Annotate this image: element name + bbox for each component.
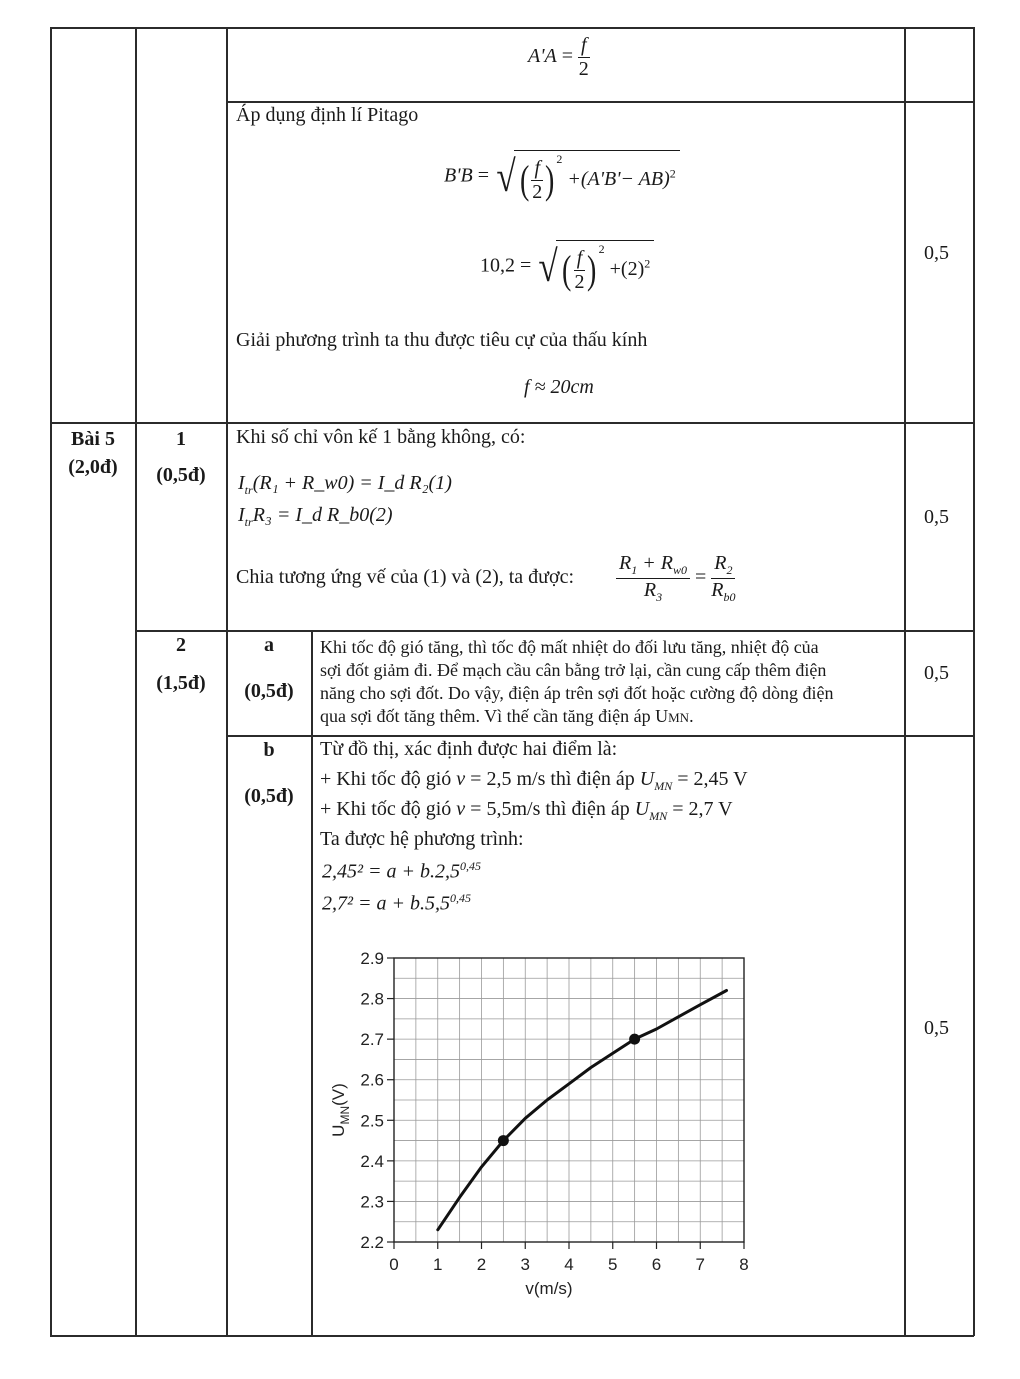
part2b-line-3: + Khi tốc độ gió v = 5,5m/s thì điện áp $U_{MN} = 2,7$ V bbox=[320, 798, 733, 823]
y-tick-label: 2.8 bbox=[360, 989, 384, 1009]
eq1-lhs: B'B bbox=[444, 164, 473, 187]
equals-sign: = bbox=[520, 254, 532, 277]
rule bbox=[973, 27, 975, 1336]
pitago-equation-2 bbox=[480, 240, 654, 294]
x-tick-label: 2 bbox=[476, 1255, 487, 1274]
part1-intro: Khi số chỉ vôn kế 1 bằng không, có: bbox=[236, 426, 526, 448]
equals-sign: = bbox=[561, 45, 573, 68]
part-points: (0,5đ) bbox=[156, 464, 206, 486]
part1-equation-1: $I_{tr}(R_1$ + R_w0) = I_d R₂(1) bbox=[238, 472, 452, 497]
y-tick-label: 2.9 bbox=[360, 949, 384, 968]
part1-equation-2: $I_{tr}R_3$ = I_d R_b0(2) bbox=[238, 504, 393, 529]
y-tick-label: 2.5 bbox=[360, 1111, 384, 1131]
eq2-lhs: 10,2 bbox=[480, 254, 515, 277]
x-tick-label: 6 bbox=[651, 1255, 662, 1274]
y-tick-label: 2.6 bbox=[360, 1070, 384, 1090]
data-point bbox=[629, 1034, 640, 1045]
equals-sign: = bbox=[477, 164, 489, 187]
part2b-line-2: + Khi tốc độ gió v = 2,5 m/s thì điện áp $U_{MN} = 2,45$ V bbox=[320, 768, 748, 793]
fraction-denominator: 2 bbox=[532, 180, 543, 203]
fraction bbox=[578, 34, 590, 81]
y-tick-label: 2.4 bbox=[360, 1151, 384, 1171]
sqrt-body: ( $\frac{f}{2}$ ) $^2$ +(A'B'− AB)$^2$ bbox=[514, 150, 680, 204]
y-axis-label: $U_{MN}(V)$ bbox=[329, 1083, 352, 1137]
pitago-equation-1 bbox=[444, 150, 680, 204]
part2a-line: sợi đốt giảm đi. Để mạch cầu cân bằng trở lại, cần cung cấp thêm điện bbox=[320, 660, 827, 680]
formula-lhs: A'A bbox=[528, 45, 557, 68]
eq-body: (R₁ + R_w0) = I_d R₂(1) bbox=[252, 472, 452, 494]
fraction bbox=[531, 157, 543, 204]
fraction: $\frac{R_1 + R_{w0}}{R_3}$ bbox=[616, 552, 690, 605]
part2a-line: Khi tốc độ gió tăng, thì tốc độ mất nhiệt do đối lưu tăng, nhiệt độ của bbox=[320, 637, 819, 657]
sqrt-sign-icon: √ bbox=[538, 241, 559, 291]
rule bbox=[50, 1335, 974, 1337]
y-tick-label: 2.2 bbox=[360, 1233, 384, 1252]
pitago-result: f ≈ 20cm bbox=[524, 376, 594, 398]
part-number: 1 bbox=[176, 428, 186, 450]
sub-part-label: a bbox=[264, 634, 274, 656]
y-tick-label: 2.3 bbox=[360, 1192, 384, 1212]
x-tick-label: 3 bbox=[520, 1255, 530, 1274]
part-points: (1,5đ) bbox=[156, 672, 206, 694]
x-tick-label: 5 bbox=[608, 1255, 618, 1274]
pitago-solve-text: Giải phương trình ta thu được tiêu cự của thấu kính bbox=[236, 329, 648, 351]
fraction-numerator: f bbox=[578, 34, 590, 58]
fraction-numerator: f bbox=[531, 157, 543, 181]
rule bbox=[226, 735, 974, 737]
part2b-line-4: Ta được hệ phương trình: bbox=[320, 828, 524, 850]
rule bbox=[50, 27, 974, 29]
rule bbox=[904, 27, 906, 1336]
part2a-line: năng cho sợi đốt. Do vậy, điện áp trên sợi đốt hoặc cường độ dòng điện bbox=[320, 683, 834, 703]
eq2-term2: +(2) bbox=[609, 258, 645, 280]
paren-open: ( bbox=[562, 247, 572, 293]
fraction bbox=[574, 247, 586, 294]
system-eq-2: $2,7^2 = a + b.5,5^{0,45}$ bbox=[322, 891, 471, 915]
sub-part-points: (0,5đ) bbox=[244, 785, 294, 807]
part-number: 2 bbox=[176, 634, 186, 656]
y-tick-label: 2.7 bbox=[360, 1030, 384, 1050]
sqrt-body: ( $\frac{f}{2}$ ) $^2 +(2)^2$ bbox=[556, 240, 654, 294]
part2b-line-1: Từ đồ thị, xác định được hai điểm là: bbox=[320, 738, 618, 760]
eq-body: R₃ = I_d R_b0(2) bbox=[252, 504, 393, 526]
score: 0,5 bbox=[924, 662, 949, 684]
x-tick-label: 0 bbox=[389, 1255, 399, 1274]
divide-text: Chia tương ứng vế của (1) và (2), ta được: bbox=[236, 566, 575, 588]
x-tick-label: 1 bbox=[433, 1255, 443, 1274]
pitago-intro: Áp dụng định lí Pitago bbox=[236, 104, 419, 126]
x-tick-label: 4 bbox=[564, 1255, 574, 1274]
part1-divide bbox=[236, 566, 574, 588]
rule bbox=[135, 630, 974, 632]
x-tick-label: 7 bbox=[695, 1255, 705, 1274]
chart bbox=[318, 942, 758, 1304]
fraction-denominator: 2 bbox=[578, 58, 589, 80]
eq1-term2: +(A'B'− AB) bbox=[567, 168, 670, 190]
formula-aa bbox=[528, 34, 590, 81]
paren-open: ( bbox=[520, 157, 530, 203]
rule bbox=[50, 422, 974, 424]
question-label: Bài 5 bbox=[71, 428, 115, 450]
paren-close: ) bbox=[587, 247, 597, 293]
score: 0,5 bbox=[924, 506, 949, 528]
sub-part-label: b bbox=[263, 739, 275, 761]
rule bbox=[50, 27, 52, 1336]
x-tick-label: 8 bbox=[739, 1255, 749, 1274]
score: 0,5 bbox=[924, 242, 949, 264]
rule bbox=[226, 101, 974, 103]
part2a-line-last: qua sợi đốt tăng thêm. Vì thế cần tăng điện áp UMN. bbox=[320, 706, 694, 726]
part1-ratio: $\frac{R_1 + R_{w0}}{R_3}$ = $\frac{R_2}{R_{b0}}$ bbox=[616, 552, 735, 605]
sub-part-points: (0,5đ) bbox=[244, 680, 294, 702]
fraction-numerator: f bbox=[574, 247, 586, 271]
data-point bbox=[498, 1135, 509, 1146]
score: 0,5 bbox=[924, 1017, 949, 1039]
sqrt-sign-icon: √ bbox=[496, 151, 516, 201]
paren-close: ) bbox=[545, 157, 555, 203]
question-points: (2,0đ) bbox=[68, 456, 118, 478]
fraction-denominator: 2 bbox=[574, 270, 585, 293]
x-axis-label: v(m/s) bbox=[525, 1279, 573, 1298]
fraction: $\frac{R_2}{R_{b0}}$ bbox=[711, 552, 736, 604]
system-eq-1: $2,45^2 = a + b.2,5^{0,45}$ bbox=[322, 859, 481, 883]
rule bbox=[311, 630, 313, 1336]
